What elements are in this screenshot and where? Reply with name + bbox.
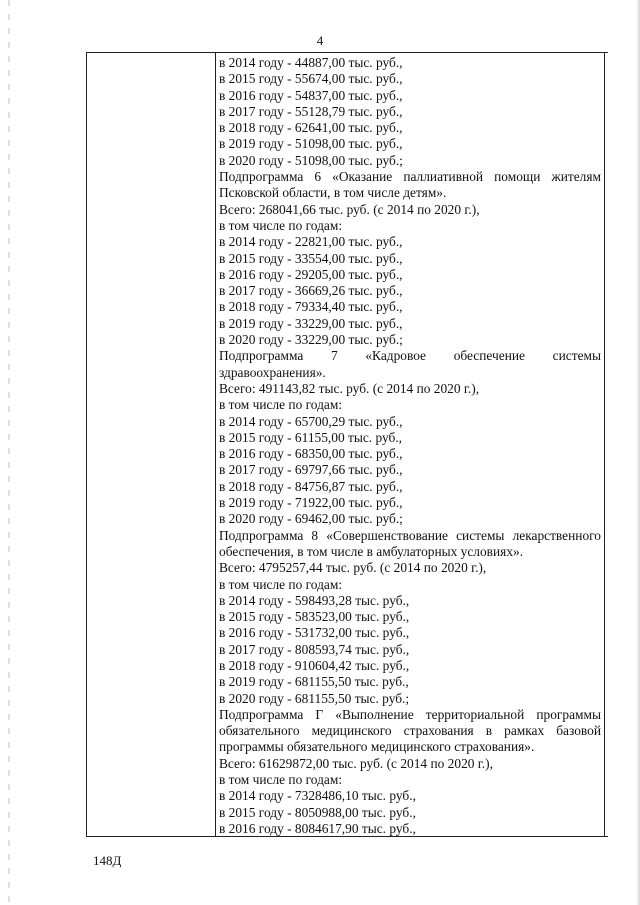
table-column-divider <box>215 52 216 836</box>
funding-line: в 2015 году - 583523,00 тыс. руб., <box>219 609 410 625</box>
funding-table-text-cell <box>219 55 601 837</box>
funding-line: в 2015 году - 55674,00 тыс. руб., <box>219 71 403 87</box>
funding-line: в 2018 году - 84756,87 тыс. руб., <box>219 478 403 494</box>
funding-line: в 2020 году - 51098,00 тыс. руб.; <box>219 152 403 168</box>
funding-line: в 2016 году - 8084617,90 тыс. руб., <box>219 820 416 836</box>
funding-line: Всего: 491143,82 тыс. руб. (с 2014 по 2020 г.), <box>219 380 480 396</box>
funding-line: в 2019 году - 681155,50 тыс. руб., <box>219 674 409 690</box>
subprogram-title: Подпрограмма 6 «Оказание паллиативной помощи жителям Псковской области, в том числе детям». <box>219 169 601 201</box>
funding-line: в 2015 году - 8050988,00 тыс. руб., <box>219 804 416 820</box>
funding-line: в 2014 году - 598493,28 тыс. руб., <box>219 592 410 608</box>
funding-line: в 2017 году - 69797,66 тыс. руб., <box>219 462 403 478</box>
funding-line: Всего: 61629872,00 тыс. руб. (с 2014 по 2020 г.), <box>219 755 493 771</box>
funding-line: в 2016 году - 29205,00 тыс. руб., <box>219 266 403 282</box>
subprogram-title: Подпрограмма Г «Выполнение территориальной программы обязательного медицинского страхования в рамках базовой программы обязательного медицинского страхования». <box>219 706 601 755</box>
funding-line: в 2014 году - 22821,00 тыс. руб., <box>219 234 403 250</box>
document-code: 148Д <box>93 853 122 868</box>
funding-line: в 2018 году - 910604,42 тыс. руб., <box>219 657 410 673</box>
funding-line: в 2017 году - 808593,74 тыс. руб., <box>219 641 410 657</box>
funding-line: в 2020 году - 69462,00 тыс. руб.; <box>219 511 403 527</box>
funding-line: в том числе по годам: <box>219 217 343 233</box>
funding-line: в 2020 году - 33229,00 тыс. руб.; <box>219 332 403 348</box>
funding-line: в 2018 году - 79334,40 тыс. руб., <box>219 299 403 315</box>
funding-line: в 2017 году - 55128,79 тыс. руб., <box>219 103 403 119</box>
subprogram-title: Подпрограмма 8 «Совершенствование системы лекарственного обеспечения, в том числе в амбулаторных условиях». <box>219 527 601 559</box>
funding-line: в 2019 году - 71922,00 тыс. руб., <box>219 495 403 511</box>
funding-line: в 2014 году - 44887,00 тыс. руб., <box>219 55 403 70</box>
funding-line: в том числе по годам: <box>219 397 343 413</box>
scan-edge-right <box>636 0 640 905</box>
funding-line: в 2019 году - 33229,00 тыс. руб., <box>219 315 403 331</box>
funding-line: в 2019 году - 51098,00 тыс. руб., <box>219 136 403 152</box>
funding-line: в 2016 году - 531732,00 тыс. руб., <box>219 625 410 641</box>
funding-line: в 2016 году - 68350,00 тыс. руб., <box>219 446 403 462</box>
funding-line: в 2018 году - 62641,00 тыс. руб., <box>219 120 403 136</box>
funding-line: в том числе по годам: <box>219 576 343 592</box>
funding-line: Всего: 268041,66 тыс. руб. (с 2014 по 2020 г.), <box>219 201 480 217</box>
page-number: 4 <box>316 33 324 48</box>
subprogram-title: Подпрограмма 7 «Кадровое обеспечение системы здравоохранения». <box>219 348 601 380</box>
table-right-border <box>604 52 605 836</box>
funding-line: в 2020 году - 681155,50 тыс. руб.; <box>219 690 410 706</box>
funding-line: в 2017 году - 36669,26 тыс. руб., <box>219 283 403 299</box>
funding-line: в 2016 году - 54837,00 тыс. руб., <box>219 87 403 103</box>
funding-line: в том числе по годам: <box>219 772 343 788</box>
funding-line: в 2014 году - 65700,29 тыс. руб., <box>219 413 403 429</box>
funding-line: Всего: 4795257,44 тыс. руб. (с 2014 по 2020 г.), <box>219 560 487 576</box>
funding-line: в 2014 году - 7328486,10 тыс. руб., <box>219 788 416 804</box>
funding-line: в 2015 году - 61155,00 тыс. руб., <box>219 429 403 445</box>
funding-line: в 2015 году - 33554,00 тыс. руб., <box>219 250 403 266</box>
scan-edge-left <box>8 0 10 905</box>
